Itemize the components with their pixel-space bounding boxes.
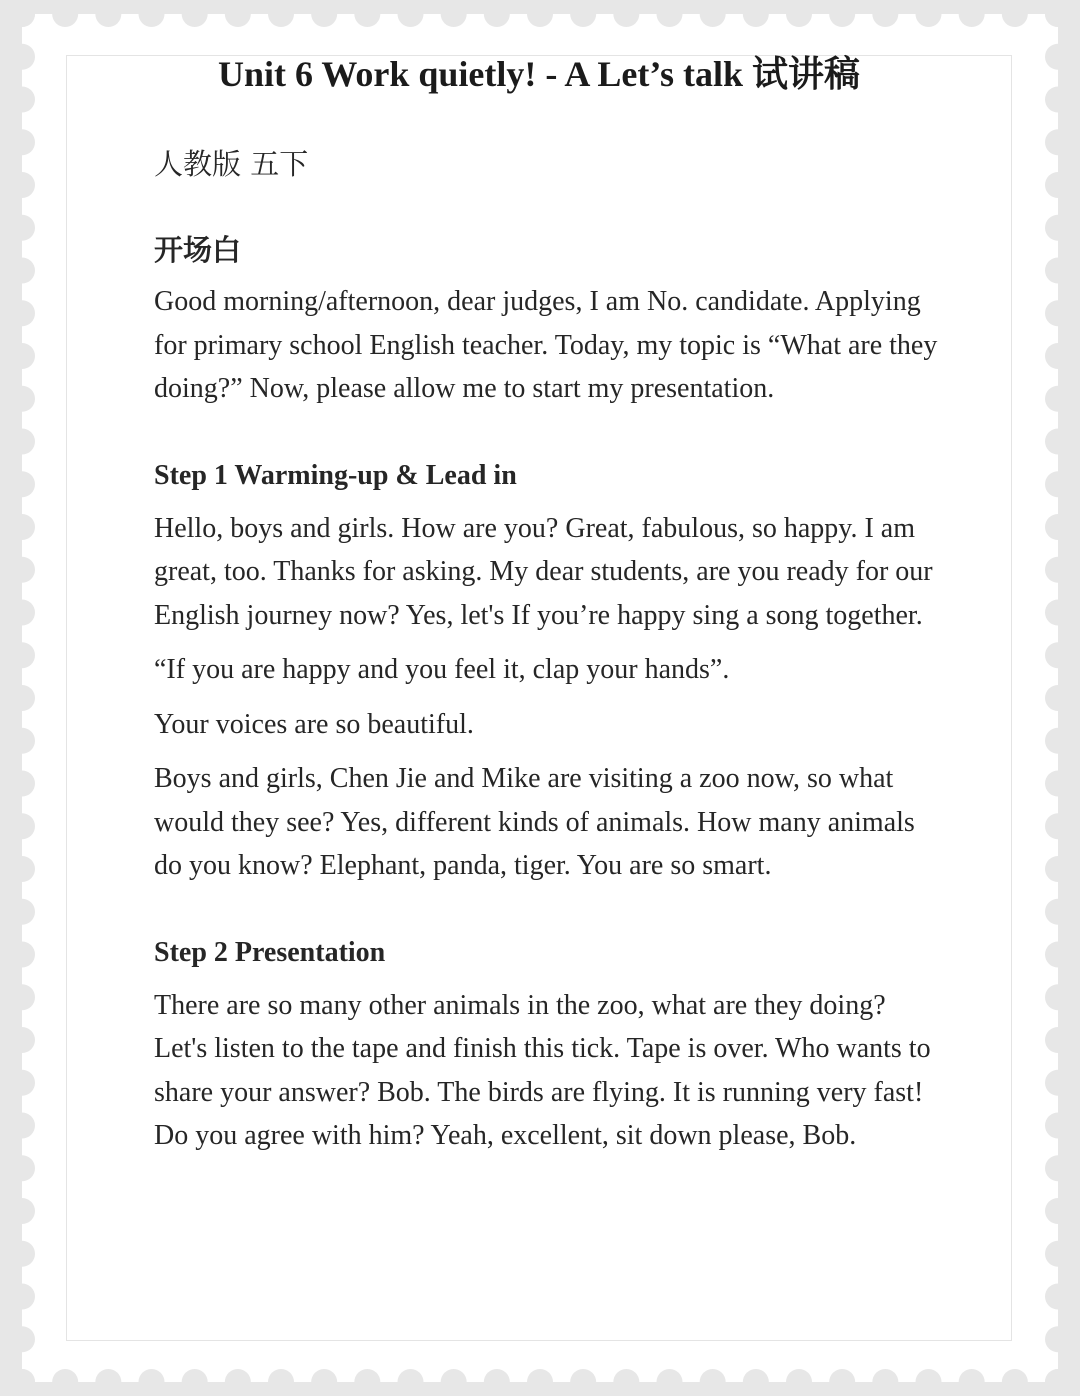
step1-heading: Step 1 Warming-up & Lead in [154, 459, 517, 491]
edition-subtitle: 人教版 五下 [154, 147, 309, 181]
opening-paragraph: Good morning/afternoon, dear judges, I am No. candidate. Applying for primary school English teacher. Today, my topic is “What are they doing?” Now, please allow me to start my presentation. [154, 286, 938, 404]
document-body [154, 140, 944, 1158]
step1-paragraph: Your voices are so beautiful. [154, 708, 474, 740]
opening-heading: 开场白 [154, 233, 242, 267]
step1-paragraph: Hello, boys and girls. How are you? Great, fabulous, so happy. I am great, too. Thanks for asking. My dear students, are you ready for our English journey now? Yes, let's If you’re happy sing a song together. [154, 512, 933, 631]
document-title: Unit 6 Work quietly! - A Let’s talk 试讲稿 [217, 54, 861, 94]
step2-heading: Step 2 Presentation [154, 936, 386, 968]
step1-paragraph: Boys and girls, Chen Jie and Mike are visiting a zoo now, so what would they see? Yes, different kinds of animals. How many animals do you know? Elephant, panda, tiger. You are so smart. [154, 763, 915, 881]
step1-paragraph: “If you are happy and you feel it, clap your hands”. [154, 654, 730, 685]
step2-paragraph: There are so many other animals in the zoo, what are they doing? Let's listen to the tape and finish this tick. Tape is over. Who wants to share your answer? Bob. The birds are flying. It is running very fast! Do you agree with him? Yeah, excellent, sit down please, Bob. [154, 989, 931, 1151]
